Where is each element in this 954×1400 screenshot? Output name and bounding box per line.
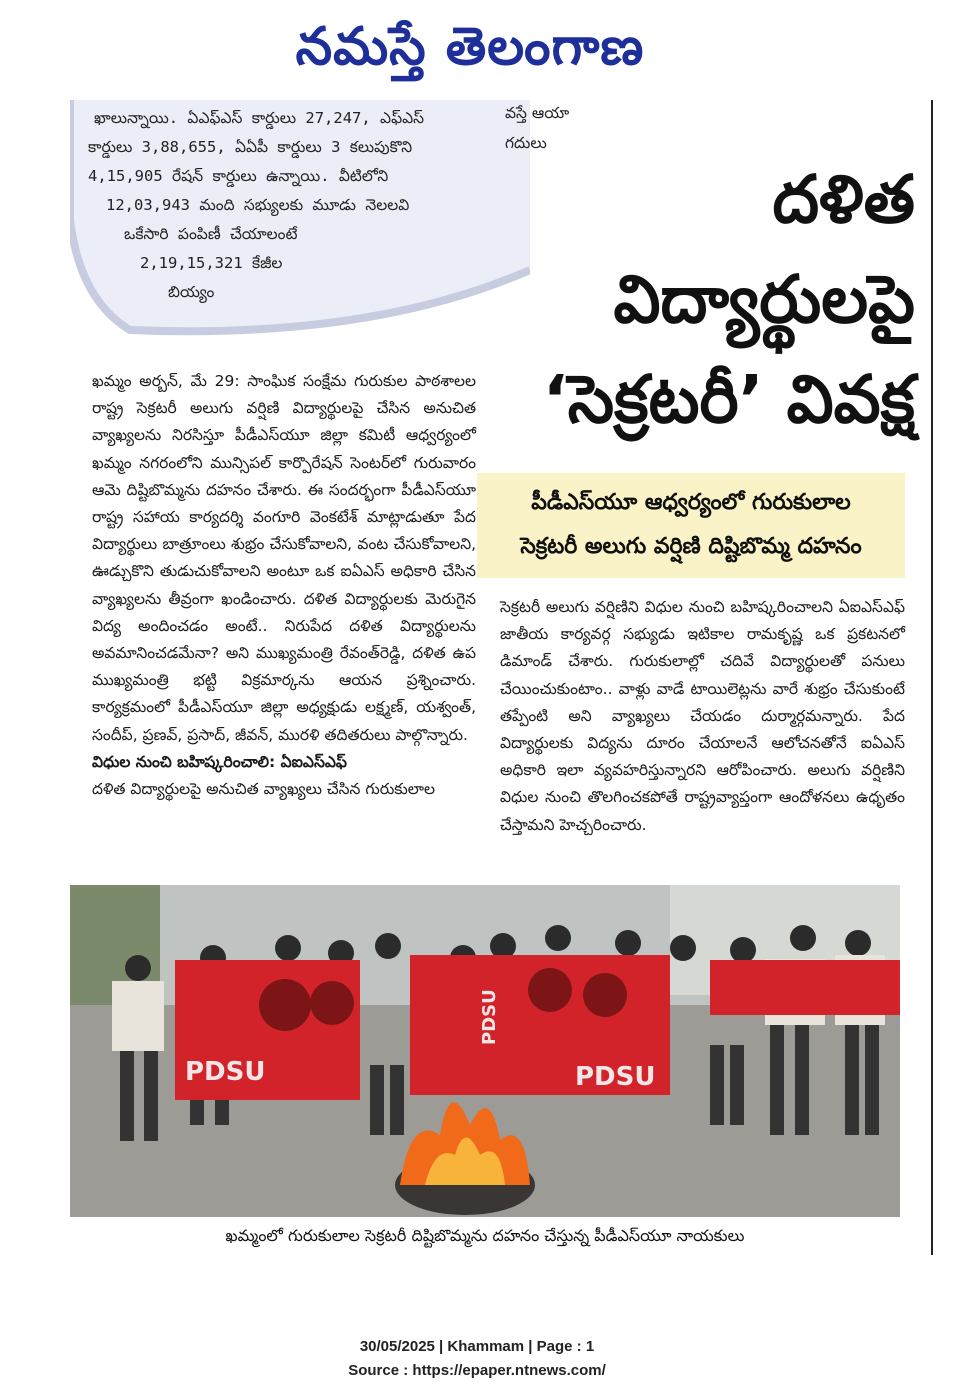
article-paragraph: ఖమ్మం అర్బన్, మే 29: సాంఘిక సంక్షేమ గురుకుల పాఠశాలల రాష్ట్ర సెక్రటరీ అలుగు వర్షిణి విద్యార్థులపై చేసిన అనుచిత వ్యాఖ్యలను నిరసిస్తూ పీడీఎస్‌యూ జిల్లా కమిటీ ఆధ్వర్యంలో ఖమ్మం నగరంలోని మున్సిపల్ కార్పొరేషన్ సెంటర్‌లో గురువారం ఆమె దిష్టిబొమ్మను దహనం చేశారు. ఈ సందర్భంగా పీడీఎస్‌యూ రాష్ట్ర సహాయ కార్యదర్శి వంగూరి వెంకటేశ్ మాట్లాడుతూ పేద విద్యార్థులు బాత్రూంలు శుభ్రం చేసుకోవాలని, వంట చేసుకోవాలని, ఊడ్చుకొని తుడుచుకోవాలని అంటూ ఒక ఐఏఎస్ అధికారి చేసిన వ్యాఖ్యలను తీవ్రంగా ఖండించారు. దళిత విద్యార్థులకు మెరుగైన విద్య అందించడం అంటే.. నిరుపేద దళిత విద్యార్థులను అవమానించడమేనా? అని ముఖ్యమంత్రి రేవంత్‌రెడ్డి, దళిత ఉప ముఖ్యమంత్రి భట్టి విక్రమార్కను ఆయన ప్రశ్నించారు. కార్యక్రమంలో పీడీఎస్‌యూ జిల్లా అధ్యక్షుడు లక్ష్మణ్, యశ్వంత్, సందీప్, ప్రణవ్, ప్రసాద్, జీవన్, మురళి తదితరులు పాల్గొన్నారు. bbox=[92, 372, 476, 744]
banner-label: PDSU bbox=[479, 989, 500, 1045]
article-column-right bbox=[500, 594, 905, 839]
subheadline-line: సెక్రటరీ అలుగు వర్షిణి దిష్టిబొమ్మ దహనం bbox=[520, 534, 862, 559]
footer-date-page: 30/05/2025 | Khammam | Page : 1 bbox=[359, 1338, 595, 1355]
teaser-side-line: వస్తే ఆయా bbox=[505, 104, 570, 122]
banner-label: PDSU bbox=[185, 1057, 266, 1087]
teaser-side-text bbox=[505, 98, 625, 158]
teaser-line: 4,15,905 రేషన్ కార్డులు ఉన్నాయి. వీటిలోని bbox=[88, 167, 389, 185]
article-paragraph: దళిత విద్యార్థులపై అనుచిత వ్యాఖ్యలు చేసిన గురుకులాల bbox=[92, 780, 435, 799]
news-photo bbox=[70, 885, 900, 1217]
crosshead: విధుల నుంచి బహిష్కరించాలి: ఏఐఎస్ఎఫ్ bbox=[92, 752, 347, 771]
teaser-box bbox=[70, 100, 530, 340]
subheadline-box bbox=[477, 473, 905, 578]
teaser-line: 2,19,15,321 కేజీల bbox=[140, 254, 283, 272]
subheadline-line: పీడీఎస్‌యూ ఆధ్వర్యంలో గురుకులాల bbox=[531, 490, 851, 515]
teaser-line: 12,03,943 మంది సభ్యులకు మూడు నెలలవి bbox=[106, 196, 410, 214]
banner-label: PDSU bbox=[575, 1062, 656, 1092]
teaser-line: ఒకేసారి పంపిణీ చేయాలంటే bbox=[124, 225, 298, 243]
headline-line: ‘సెక్రటరీ’ వివక్ష bbox=[542, 361, 915, 438]
column-rule bbox=[931, 100, 933, 1255]
protest-photo-illustration bbox=[70, 885, 900, 1217]
headline-line: విద్యార్థులపై bbox=[613, 261, 915, 338]
masthead-title: నమస్తే తెలంగాణ bbox=[295, 17, 645, 77]
headline-line: దళిత bbox=[772, 161, 915, 238]
teaser-line: కార్డులు 3,88,655, ఏఏపీ కార్డులు 3 కలుపుకొని bbox=[88, 138, 413, 156]
article-column-left bbox=[92, 368, 476, 803]
photo-caption: ఖమ్మంలో గురుకులాల సెక్రటరీ దిష్టిబొమ్మను దహనం చేస్తున్న పీడీఎస్‌యూ నాయకులు bbox=[225, 1226, 745, 1245]
teaser-text bbox=[84, 104, 504, 307]
headline bbox=[500, 150, 915, 450]
teaser-side-line: గదులు bbox=[505, 134, 547, 152]
article-paragraph: సెక్రటరీ అలుగు వర్షిణిని విధుల నుంచి బహిష్కరించాలని ఏఐఎస్ఎఫ్ జాతీయ కార్యవర్గ సభ్యుడు ఇటికాల రామకృష్ణ ఒక ప్రకటనలో డిమాండ్ చేశారు. గురుకులాల్లో చదివే విద్యార్థులతో పనులు చేయించుకుంటాం.. వాళ్లు వాడే టాయిలెట్లను వారే శుభ్రం చేసుకుంటే తప్పేంటి అని వ్యాఖ్యలు చేయడం దుర్మార్గమన్నారు. పేద విద్యార్థులకు విద్యను దూరం చేయాలనే ఆలోచనతోనే ఐఏఎస్ అధికారి ఇలా వ్యవహరిస్తున్నారని ఆరోపించారు. అలుగు వర్షిణిని విధుల నుంచి తొలగించకపోతే రాష్ట్రవ్యాప్తంగా ఆందోళనలు ఉధృతం చేస్తామని హెచ్చరించారు. bbox=[500, 598, 905, 834]
teaser-line: ఖాలున్నాయి. ఏఎఫ్ఎస్ కార్డులు 27,247, ఎఫ్ఎస్ bbox=[94, 109, 424, 127]
teaser-line: బియ్యం bbox=[168, 283, 215, 301]
footer-source: Source : https://epaper.ntnews.com/ bbox=[348, 1362, 606, 1379]
